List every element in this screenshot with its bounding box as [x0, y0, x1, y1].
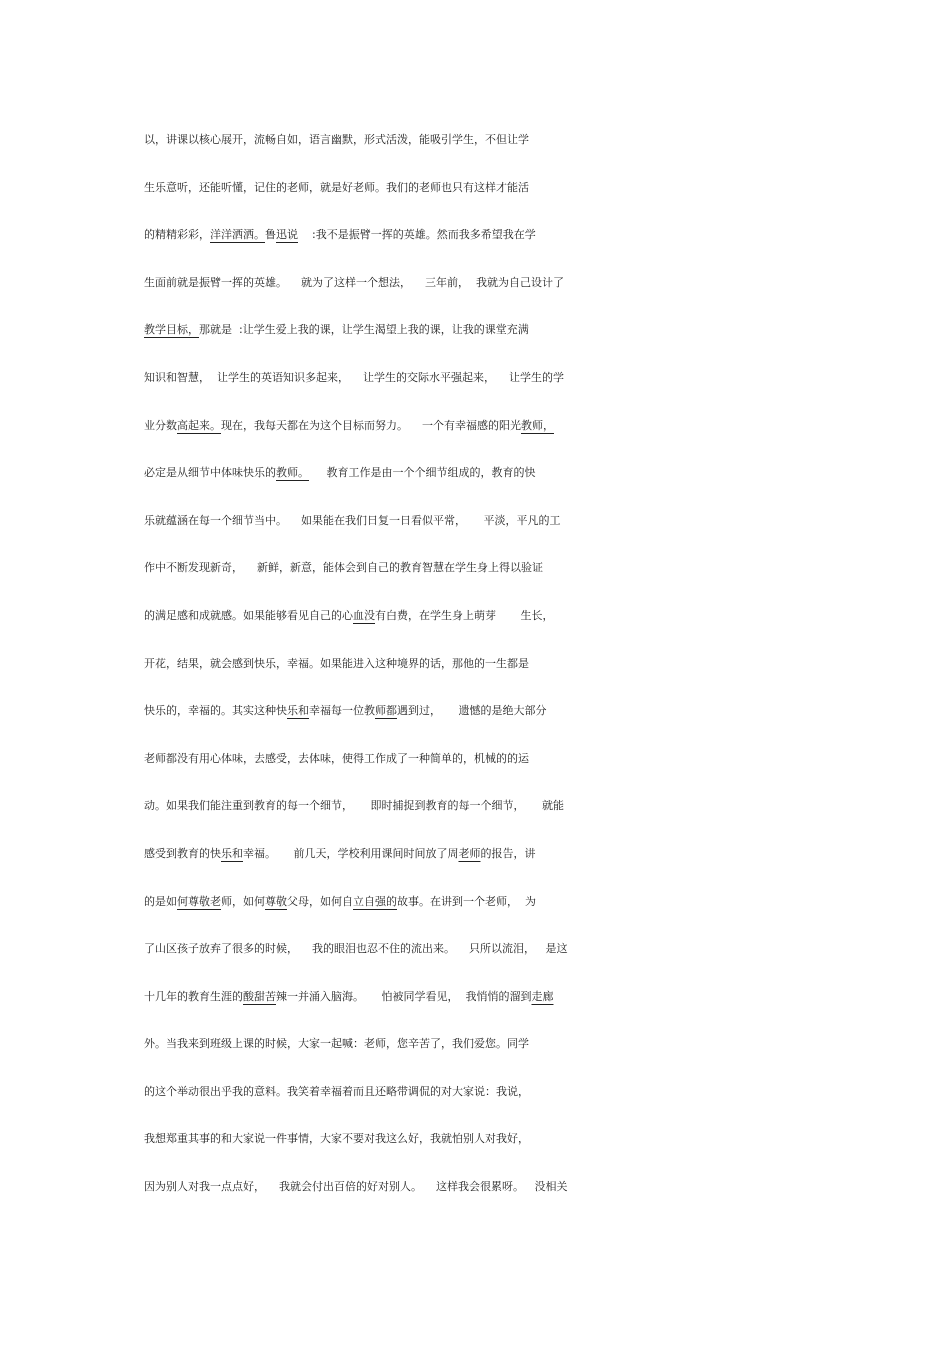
text-line — [144, 790, 814, 838]
text-line — [144, 743, 814, 791]
text-line — [144, 219, 814, 267]
text-line — [144, 981, 814, 1029]
text-line — [144, 1171, 814, 1219]
text-segment: 外。当我来到班级上课的时候，大家一起喊：老师，您辛苦了，我们爱您。同学 — [144, 1037, 529, 1051]
text-segment: 师，如何 — [221, 894, 265, 908]
text-line — [144, 1123, 814, 1171]
text-segment: 教育工作是由一个个细节组成的，教育的快 — [309, 466, 536, 480]
text-line — [144, 552, 814, 600]
text-segment: 的满足感和成就感。如果能够看见自己的心 — [144, 608, 353, 622]
text-line — [144, 457, 814, 505]
text-line — [144, 933, 814, 981]
text-segment: 动。如果我们能注重到教育的每一个细节， 即时捕捉到教育的每一个细节， 就能 — [144, 799, 564, 813]
text-segment: 现在，我每天都在为这个目标而努力。 一个有幸福感的阳光 — [221, 418, 521, 432]
underlined-text: 教师， — [520, 418, 554, 432]
underlined-text: 师都 — [375, 704, 397, 718]
text-segment: 知识和智慧， 让学生的英语知识多起来， 让学生的交际水平强起来， 让学生的学 — [144, 370, 564, 384]
underlined-text: 迅说 — [276, 228, 298, 242]
text-segment: 的精精彩彩， — [144, 228, 210, 242]
text-segment: 作中不断发现新奇， 新鲜，新意，能体会到自己的教育智慧在学生身上得以验证 — [144, 561, 543, 575]
text-segment: 乐就蕴涵在每一个细节当中。 如果能在我们日复一日看似平常， 平淡，平凡的工 — [144, 513, 561, 527]
underlined-text: 酸甜苦 — [243, 989, 276, 1003]
underlined-text: 血没 — [353, 608, 375, 622]
underlined-text: 何尊敬老 — [177, 894, 221, 908]
underlined-text: 洋洋洒洒。 — [210, 228, 265, 242]
text-segment: 快乐的，幸福的。其实这种快 — [144, 704, 287, 718]
text-segment: 以，讲课以核心展开，流畅自如，语言幽默，形式活泼，能吸引学生，不但让学 — [144, 133, 529, 146]
body-text — [144, 124, 814, 1219]
underlined-text: 教师。 — [276, 466, 309, 480]
text-segment: 感受到教育的快 — [144, 846, 221, 860]
text-segment: 必定是从细节中体味快乐的 — [144, 466, 276, 480]
text-line — [144, 314, 814, 362]
text-line — [144, 886, 814, 934]
text-line — [144, 267, 814, 315]
text-segment: 幸福每一位教 — [309, 704, 375, 718]
text-segment: 开花，结果，就会感到快乐，幸福。如果能进入这种境界的话，那他的一生都是 — [144, 656, 529, 670]
text-segment: 遇到过， 遗憾的是绝大部分 — [397, 704, 547, 718]
underlined-text: 乐和 — [287, 704, 309, 718]
underlined-text: 高起来。 — [177, 418, 221, 432]
text-segment: 我想郑重其事的和大家说一件事情，大家不要对我这么好，我就怕别人对我好， — [144, 1132, 529, 1146]
text-segment: 的是如 — [144, 894, 177, 908]
text-line — [144, 648, 814, 696]
text-segment: :我不是振臂一挥的英雄。然而我多希望我在学 — [298, 228, 536, 242]
text-line — [144, 172, 814, 220]
text-segment: 的报告，讲 — [480, 846, 536, 860]
text-segment: 业分数 — [144, 418, 177, 432]
text-segment: 幸福。 前几天，学校利用课间时间放了周 — [243, 846, 459, 860]
text-segment: 那就是 :让学生爱上我的课，让学生渴望上我的课，让我的课堂充满 — [199, 323, 529, 337]
underlined-text: 老师 — [458, 846, 481, 860]
text-line — [144, 410, 814, 458]
text-segment: 父母，如何自 — [287, 894, 353, 908]
text-line — [144, 362, 814, 410]
text-line — [144, 505, 814, 553]
text-segment: 生乐意听，还能听懂，记住的老师，就是好老师。我们的老师也只有这样才能活 — [144, 180, 529, 194]
text-segment: 十几年的教育生涯的 — [144, 989, 243, 1003]
text-line — [144, 600, 814, 648]
underlined-text: 立自强的 — [353, 894, 397, 908]
text-line — [144, 1028, 814, 1076]
text-segment: 了山区孩子放弃了很多的时候， 我的眼泪也忍不住的流出来。 只所以流泪， 是这 — [144, 942, 568, 956]
text-segment: 老师都没有用心体味，去感受，去体味，使得工作成了一种简单的，机械的的运 — [144, 751, 529, 765]
text-line — [144, 1076, 814, 1124]
text-segment: 因为别人对我一点点好， 我就会付出百倍的好对别人。 这样我会很累呀。 没相关 — [144, 1180, 568, 1194]
text-segment: 鲁 — [265, 228, 276, 242]
underlined-text: 尊敬 — [265, 894, 287, 908]
text-segment: 生面前就是振臂一挥的英雄。 就为了这样一个想法， 三年前， 我就为自己设计了 — [144, 275, 564, 289]
text-segment: 辣一并涌入脑海。 怕被同学看见， 我悄悄的溜到 — [276, 989, 532, 1003]
underlined-text: 走廊 — [531, 989, 554, 1003]
underlined-text: 教学目标， — [144, 323, 199, 337]
text-segment: 的这个举动很出乎我的意料。我笑着幸福着而且还略带调侃的对大家说：我说， — [144, 1084, 529, 1098]
text-segment: 有白费，在学生身上萌芽 生长， — [375, 608, 554, 622]
text-line — [144, 124, 814, 172]
text-line — [144, 695, 814, 743]
underlined-text: 乐和 — [221, 846, 243, 860]
text-segment: 故事。在讲到一个老师， 为 — [397, 894, 536, 908]
text-line — [144, 838, 814, 886]
